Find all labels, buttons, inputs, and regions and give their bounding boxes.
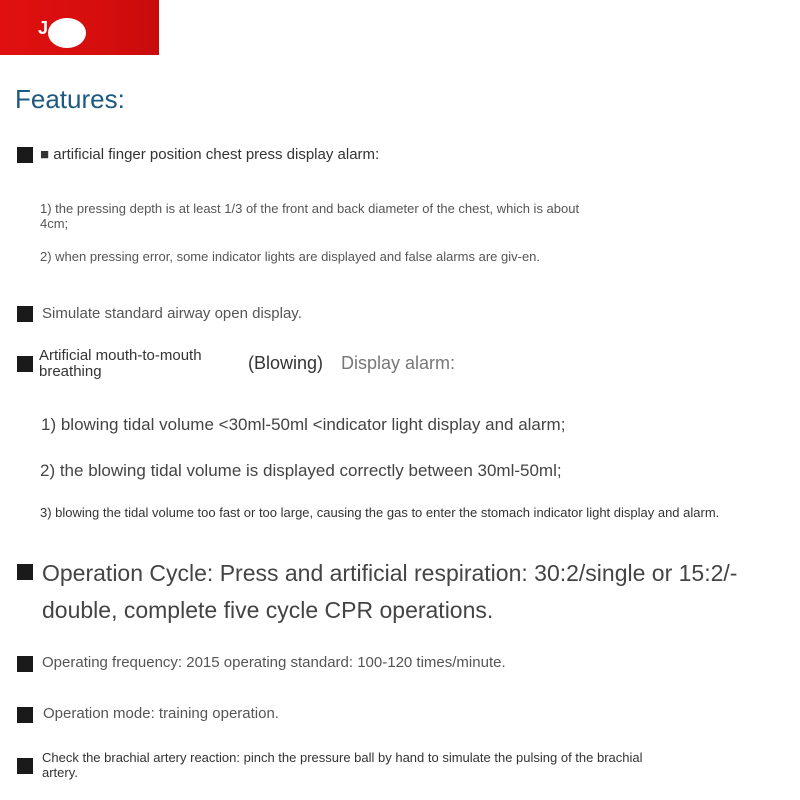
section7-label: Check the brachial artery reaction: pinch the pressure ball by hand to simulate the pulsing of the brachial artery.	[42, 750, 643, 780]
bullet-icon	[17, 147, 33, 163]
bullet-icon	[17, 758, 33, 774]
features-heading: Features:	[15, 84, 125, 114]
section1-item1: 1) the pressing depth is at least 1/3 of the front and back diameter of the chest, which is about 4cm;	[40, 201, 580, 231]
section1-label: ■ artificial finger position chest press display alarm:	[40, 146, 380, 163]
bullet-icon	[17, 306, 33, 322]
section4-label: Operation Cycle: Press and artificial respiration: 30:2/single or 15:2/-double, complete five cycle CPR operations.	[42, 560, 738, 623]
section3-item3: 3) blowing the tidal volume too fast or too large, causing the gas to enter the stomach indicator light display and alarm.	[40, 505, 720, 520]
section3-label-part3: Display alarm:	[341, 353, 456, 373]
bullet-icon	[17, 564, 33, 580]
bullet-icon	[17, 356, 33, 372]
section5-label: Operating frequency: 2015 operating standard: 100-120 times/minute.	[42, 654, 506, 671]
section3-label-part1: Artificial mouth-to-mouth breathing	[39, 347, 202, 380]
logo-oval	[48, 18, 86, 48]
section3-item1: 1) blowing tidal volume <30ml-50ml <indicator light display and alarm;	[41, 415, 566, 434]
section3-item2: 2) the blowing tidal volume is displayed correctly between 30ml-50ml;	[40, 461, 562, 480]
section2-label: Simulate standard airway open display.	[42, 305, 302, 322]
section1-item2: 2) when pressing error, some indicator lights are displayed and false alarms are giv-en.	[40, 249, 541, 264]
bullet-icon	[17, 707, 33, 723]
section6-label: Operation mode: training operation.	[43, 705, 279, 722]
bullet-icon	[17, 656, 33, 672]
logo-mark: J	[38, 18, 49, 38]
section3-label-part2: (Blowing)	[248, 353, 324, 373]
